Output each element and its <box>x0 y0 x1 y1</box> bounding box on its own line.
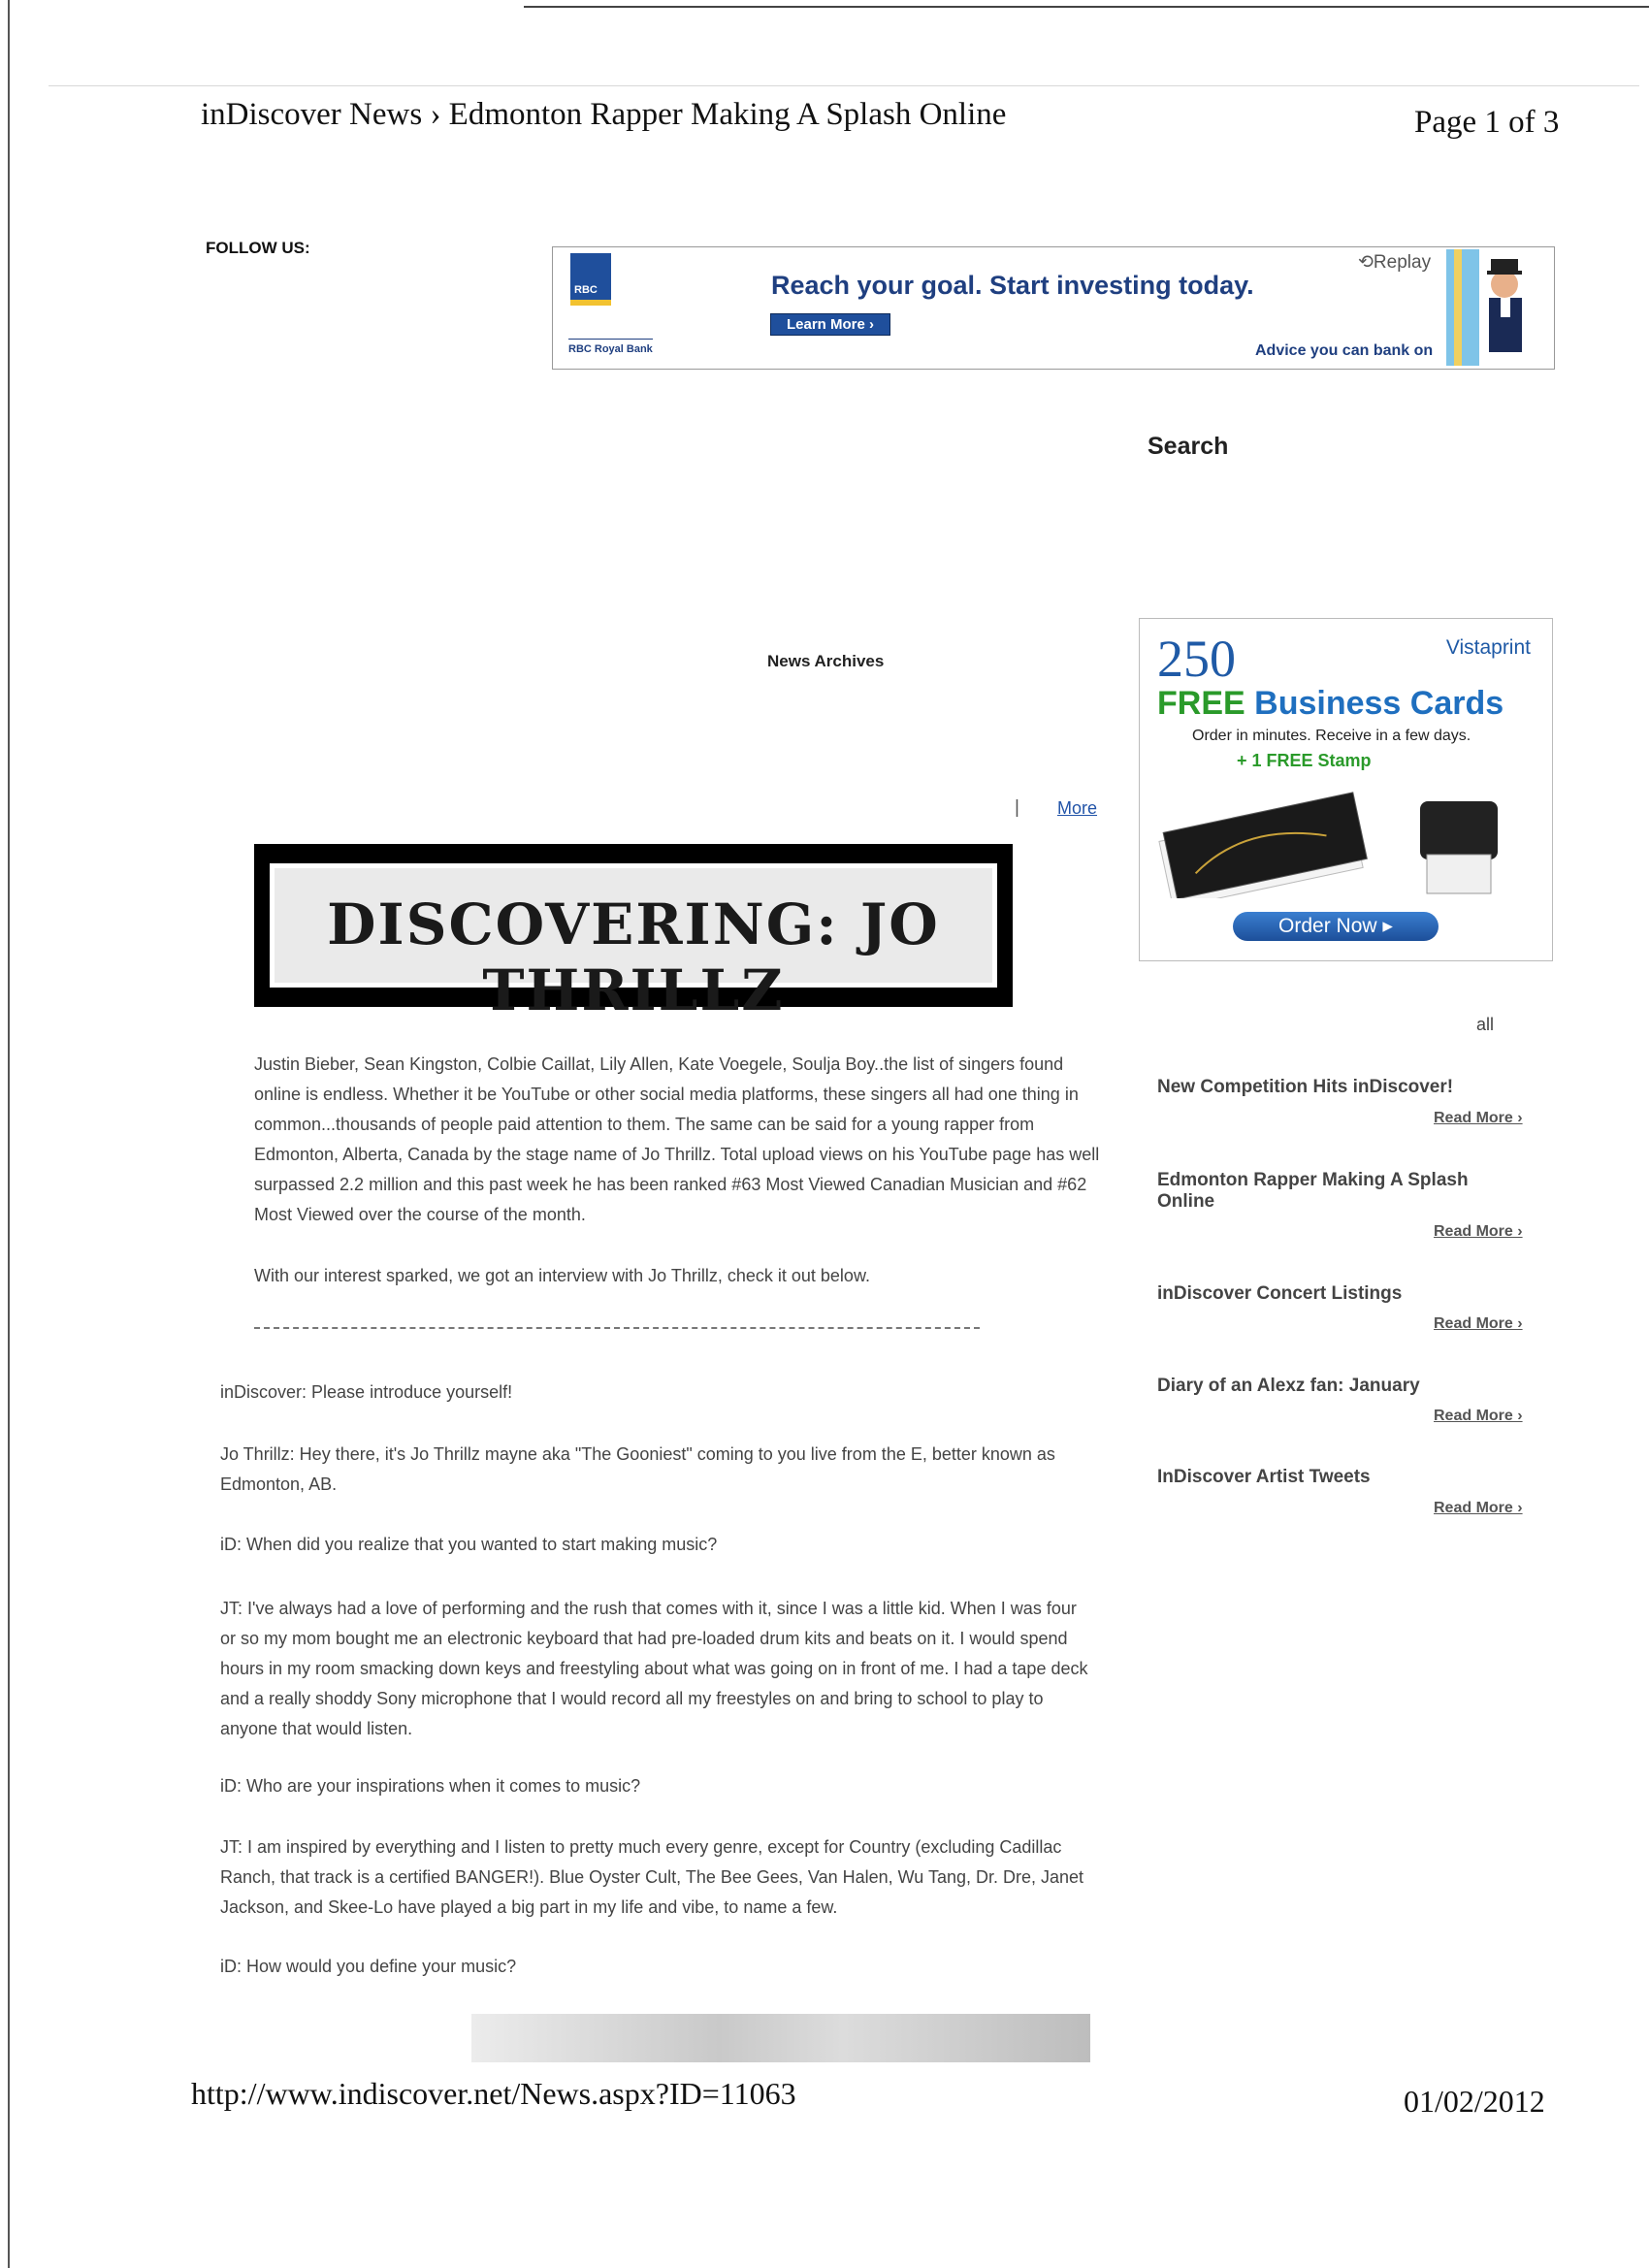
ad-offer <box>1157 685 1504 723</box>
read-more-link[interactable]: Read More › <box>1434 1223 1523 1240</box>
sidebar-item-title[interactable]: InDiscover Artist Tweets <box>1157 1467 1371 1487</box>
page-number: Page 1 of 3 <box>1414 105 1560 140</box>
ad-number: 250 <box>1157 630 1236 688</box>
vistaprint-logo: Vistaprint <box>1445 636 1531 659</box>
ad-subtext: Order in minutes. Receive in a few days. <box>1192 728 1471 744</box>
free-label: FREE <box>1157 685 1245 722</box>
banner-title: DISCOVERING: JO THRILLZ <box>327 891 940 1023</box>
article-banner <box>254 844 1013 1023</box>
interview-question: iD: When did you realize that you wanted to start making music? <box>220 1535 718 1554</box>
follow-us-label: FOLLOW US: <box>206 239 310 257</box>
search-label: Search <box>1148 433 1229 460</box>
sidebar-item-title[interactable]: Edmonton Rapper Making A Splash Online <box>1157 1170 1469 1212</box>
learn-more-button[interactable]: Learn More › <box>770 313 890 336</box>
article-intro: Justin Bieber, Sean Kingston, Colbie Caillat, Lily Allen, Kate Voegele, Soulja Boy..the list of singers found online is endless. Whether it be YouTube or other social media platforms, these singers all had one thing in common...thousands of people paid attention to them. The same can be said for a young rapper from Edmonton, Alberta, Canada by the stage name of Jo Thrillz. Total upload views on his YouTube page has well surpassed 2.2 million and this past week he has been ranked #63 Most Viewed Canadian Musician and #62 Most Viewed over the course of the month. <box>254 1054 1100 1224</box>
play-arrow-icon: ▸ <box>1382 915 1393 937</box>
article-paragraph: With our interest sparked, we got an interview with Jo Thrillz, check it out below. <box>254 1266 870 1285</box>
replay-button[interactable]: ⟲Replay <box>1358 252 1432 273</box>
cards-label: Business Cards <box>1254 685 1504 722</box>
order-now-button[interactable] <box>1233 912 1439 941</box>
read-more-link[interactable]: Read More › <box>1434 1408 1523 1424</box>
order-now-label: Order Now <box>1278 915 1377 937</box>
interview-answer: Jo Thrillz: Hey there, it's Jo Thrillz mayne aka "The Gooniest" coming to you live from the E, better known as Edmonton, AB. <box>220 1444 1055 1494</box>
divider <box>254 1327 980 1329</box>
read-more-link[interactable]: Read More › <box>1434 1315 1523 1332</box>
article-photo <box>471 2014 1090 2062</box>
mascot-icon <box>1440 249 1549 366</box>
read-more-link[interactable]: Read More › <box>1434 1500 1523 1516</box>
all-link[interactable]: all <box>1476 1015 1495 1034</box>
rbc-ad-banner[interactable] <box>552 246 1555 370</box>
scan-edge <box>8 0 10 2268</box>
sidebar-item-title[interactable]: inDiscover Concert Listings <box>1157 1283 1403 1304</box>
page-url: http://www.indiscover.net/News.aspx?ID=11063 <box>191 2076 796 2111</box>
sidebar-item-title[interactable]: New Competition Hits inDiscover! <box>1157 1077 1454 1097</box>
more-link[interactable]: More <box>1057 798 1098 818</box>
rbc-bank-label: RBC Royal Bank <box>568 339 653 355</box>
interview-question: inDiscover: Please introduce yourself! <box>220 1382 513 1402</box>
read-more-link[interactable]: Read More › <box>1434 1110 1523 1126</box>
ad-headline: Reach your goal. Start investing today. <box>771 271 1254 300</box>
replay-label: Replay <box>1373 252 1432 273</box>
news-archives-link[interactable]: News Archives <box>767 652 885 670</box>
page-title: inDiscover News › Edmonton Rapper Making A Splash Online <box>201 97 1007 132</box>
vistaprint-ad[interactable] <box>1139 618 1553 961</box>
interview-answer: JT: I've always had a love of performing and the rush that comes with it, since I was a little kid. When I was four or so my mom bought me an electronic keyboard that had pre-loaded drum kits and beats on it. I would spend hours in my room smacking down keys and freestyling about what was going on in front of me. I had a tape deck and a really shoddy Sony microphone that I would record all my freestyles on and bring to school to play to anyone that would listen. <box>220 1599 1088 1738</box>
rbc-logo-icon: RBC <box>570 253 611 306</box>
business-cards-icon <box>1153 782 1522 898</box>
interview-answer: JT: I am inspired by everything and I listen to pretty much every genre, except for Country (excluding Cadillac Ranch, that track is a certified BANGER!). Blue Oyster Cult, The Bee Gees, Van Halen, Wu Tang, Dr. Dre, Janet Jackson, and Skee-Lo have played a big part in my life and vibe, to name a few. <box>220 1837 1084 1917</box>
separator: | <box>1015 797 1019 818</box>
stamp-offer: + 1 FREE Stamp <box>1237 751 1372 770</box>
sidebar-item-title[interactable]: Diary of an Alexz fan: January <box>1157 1376 1420 1396</box>
ad-tagline: Advice you can bank on <box>1255 342 1434 359</box>
banner-frame <box>270 863 997 1023</box>
scan-edge <box>524 6 1649 8</box>
interview-question: iD: Who are your inspirations when it comes to music? <box>220 1776 641 1796</box>
print-date: 01/02/2012 <box>1404 2084 1545 2119</box>
divider <box>48 85 1639 86</box>
interview-question: iD: How would you define your music? <box>220 1957 517 1976</box>
